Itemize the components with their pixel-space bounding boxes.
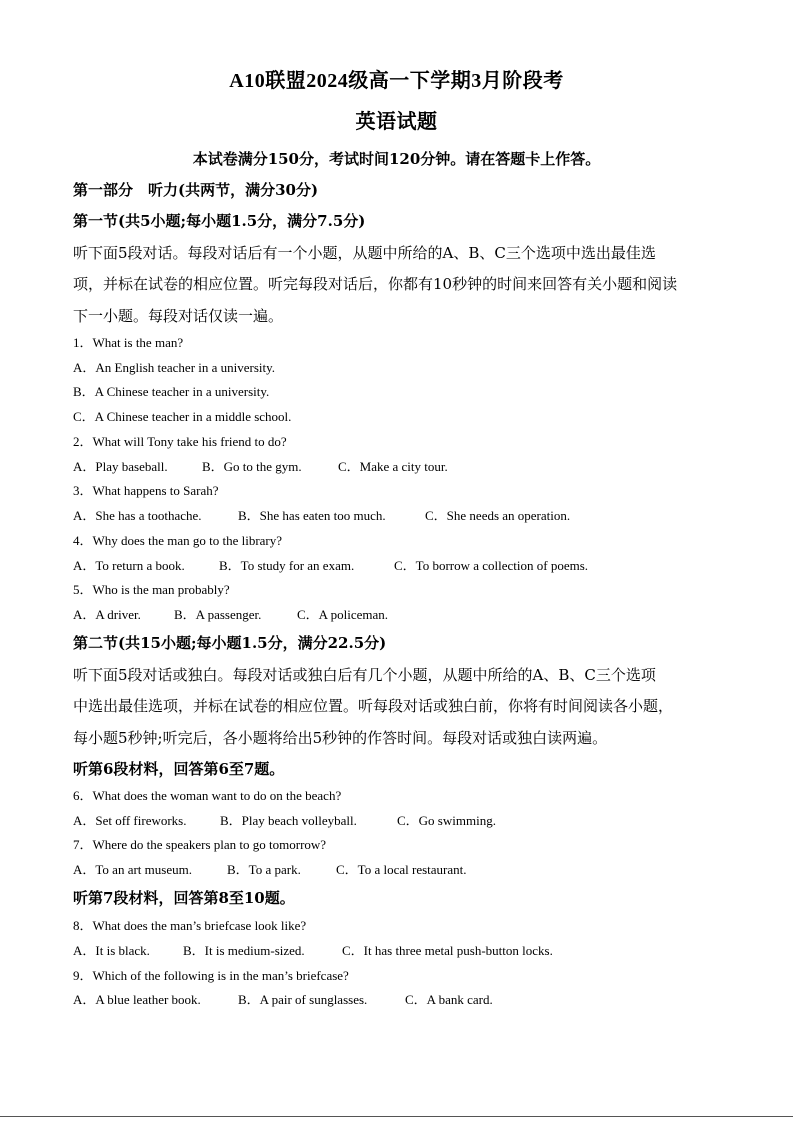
section2-instruction-line: 每小题5秒钟;听完后，各小题将给出5秒钟的作答时间。每段对话或独白读两遍。 bbox=[73, 729, 608, 747]
section1-instruction-line: 项，并标在试卷的相应位置。听完每段对话后，你都有10秒钟的时间来回答有关小题和阅读 bbox=[73, 275, 678, 293]
q4-option-a: A．To return a book. bbox=[73, 558, 185, 573]
q9-option-b: B．A pair of sunglasses. bbox=[238, 992, 368, 1007]
q5-option-a: A．A driver. bbox=[73, 607, 141, 622]
section2-heading: 第二节(共15小题;每小题1.5分，满分22.5分) bbox=[73, 634, 387, 652]
q3-option-c: C．She needs an operation. bbox=[425, 508, 571, 523]
q6-option-a: A．Set off fireworks. bbox=[73, 813, 187, 828]
question-7: 7．Where do the speakers plan to go tomorrow? bbox=[73, 837, 327, 852]
q2-options bbox=[73, 459, 448, 475]
q1-option-c: C．A Chinese teacher in a middle school. bbox=[73, 409, 292, 424]
q5-option-c: C．A policeman. bbox=[297, 607, 388, 622]
q6-options bbox=[73, 813, 496, 829]
q4-option-b: B．To study for an exam. bbox=[219, 558, 355, 573]
exam-title: A10联盟2024级高一下学期3月阶段考 bbox=[229, 70, 564, 92]
q7-option-b: B．To a park. bbox=[227, 862, 301, 877]
q9-option-c: C．A bank card. bbox=[405, 992, 493, 1007]
exam-subtitle: 英语试题 bbox=[355, 111, 438, 133]
q5-option-b: B．A passenger. bbox=[174, 607, 262, 622]
q8-options bbox=[73, 943, 553, 959]
q8-option-c: C．It has three metal push-button locks. bbox=[342, 943, 553, 958]
q3-option-a: A．She has a toothache. bbox=[73, 508, 202, 523]
question-8: 8．What does the man’s briefcase look like? bbox=[73, 918, 307, 933]
section1-heading: 第一节(共5小题;每小题1.5分，满分7.5分) bbox=[73, 212, 366, 230]
page-bottom-divider bbox=[0, 1116, 793, 1117]
q4-options bbox=[73, 558, 588, 574]
q2-option-a: A．Play baseball. bbox=[73, 459, 168, 474]
question-4: 4．Why does the man go to the library? bbox=[73, 533, 283, 548]
section2-instruction-line: 听下面5段对话或独白。每段对话或独白后有几个小题，从题中所给的A、B、C三个选项 bbox=[73, 666, 656, 684]
q7-options bbox=[73, 862, 467, 878]
question-1: 1．What is the man? bbox=[73, 335, 184, 350]
q9-option-a: A．A blue leather book. bbox=[73, 992, 201, 1007]
q2-option-b: B．Go to the gym. bbox=[202, 459, 302, 474]
material-7-heading: 听第7段材料，回答第8至10题。 bbox=[73, 889, 295, 907]
material-6-heading: 听第6段材料，回答第6至7题。 bbox=[73, 760, 285, 778]
exam-info: 本试卷满分150分，考试时间120分钟。请在答题卡上作答。 bbox=[192, 150, 601, 168]
q1-option-a: A．An English teacher in a university. bbox=[73, 360, 276, 375]
q6-option-b: B．Play beach volleyball. bbox=[220, 813, 357, 828]
q3-options bbox=[73, 508, 570, 524]
question-2: 2．What will Tony take his friend to do? bbox=[73, 434, 287, 449]
q8-option-b: B．It is medium-sized. bbox=[183, 943, 305, 958]
section1-instruction-line: 听下面5段对话。每段对话后有一个小题，从题中所给的A、B、C三个选项中选出最佳选 bbox=[73, 244, 656, 262]
part1-heading: 第一部分 听力(共两节，满分30分) bbox=[73, 181, 319, 199]
q3-option-b: B．She has eaten too much. bbox=[238, 508, 386, 523]
q7-option-a: A．To an art museum. bbox=[73, 862, 192, 877]
q7-option-c: C．To a local restaurant. bbox=[336, 862, 467, 877]
q1-option-b: B．A Chinese teacher in a university. bbox=[73, 384, 270, 399]
q4-option-c: C．To borrow a collection of poems. bbox=[394, 558, 589, 573]
section1-instruction-line: 下一小题。每段对话仅读一遍。 bbox=[73, 307, 284, 325]
q2-option-c: C．Make a city tour. bbox=[338, 459, 448, 474]
q8-option-a: A．It is black. bbox=[73, 943, 150, 958]
question-6: 6．What does the woman want to do on the beach? bbox=[73, 788, 342, 803]
q6-option-c: C．Go swimming. bbox=[397, 813, 496, 828]
q5-options bbox=[73, 607, 388, 623]
question-9: 9．Which of the following is in the man’s briefcase? bbox=[73, 968, 349, 983]
question-3: 3．What happens to Sarah? bbox=[73, 483, 219, 498]
q9-options bbox=[73, 992, 493, 1008]
question-5: 5．Who is the man probably? bbox=[73, 582, 230, 597]
section2-instruction-line: 中选出最佳选项，并标在试卷的相应位置。听每段对话或独白前，你将有时间阅读各小题， bbox=[73, 697, 674, 715]
